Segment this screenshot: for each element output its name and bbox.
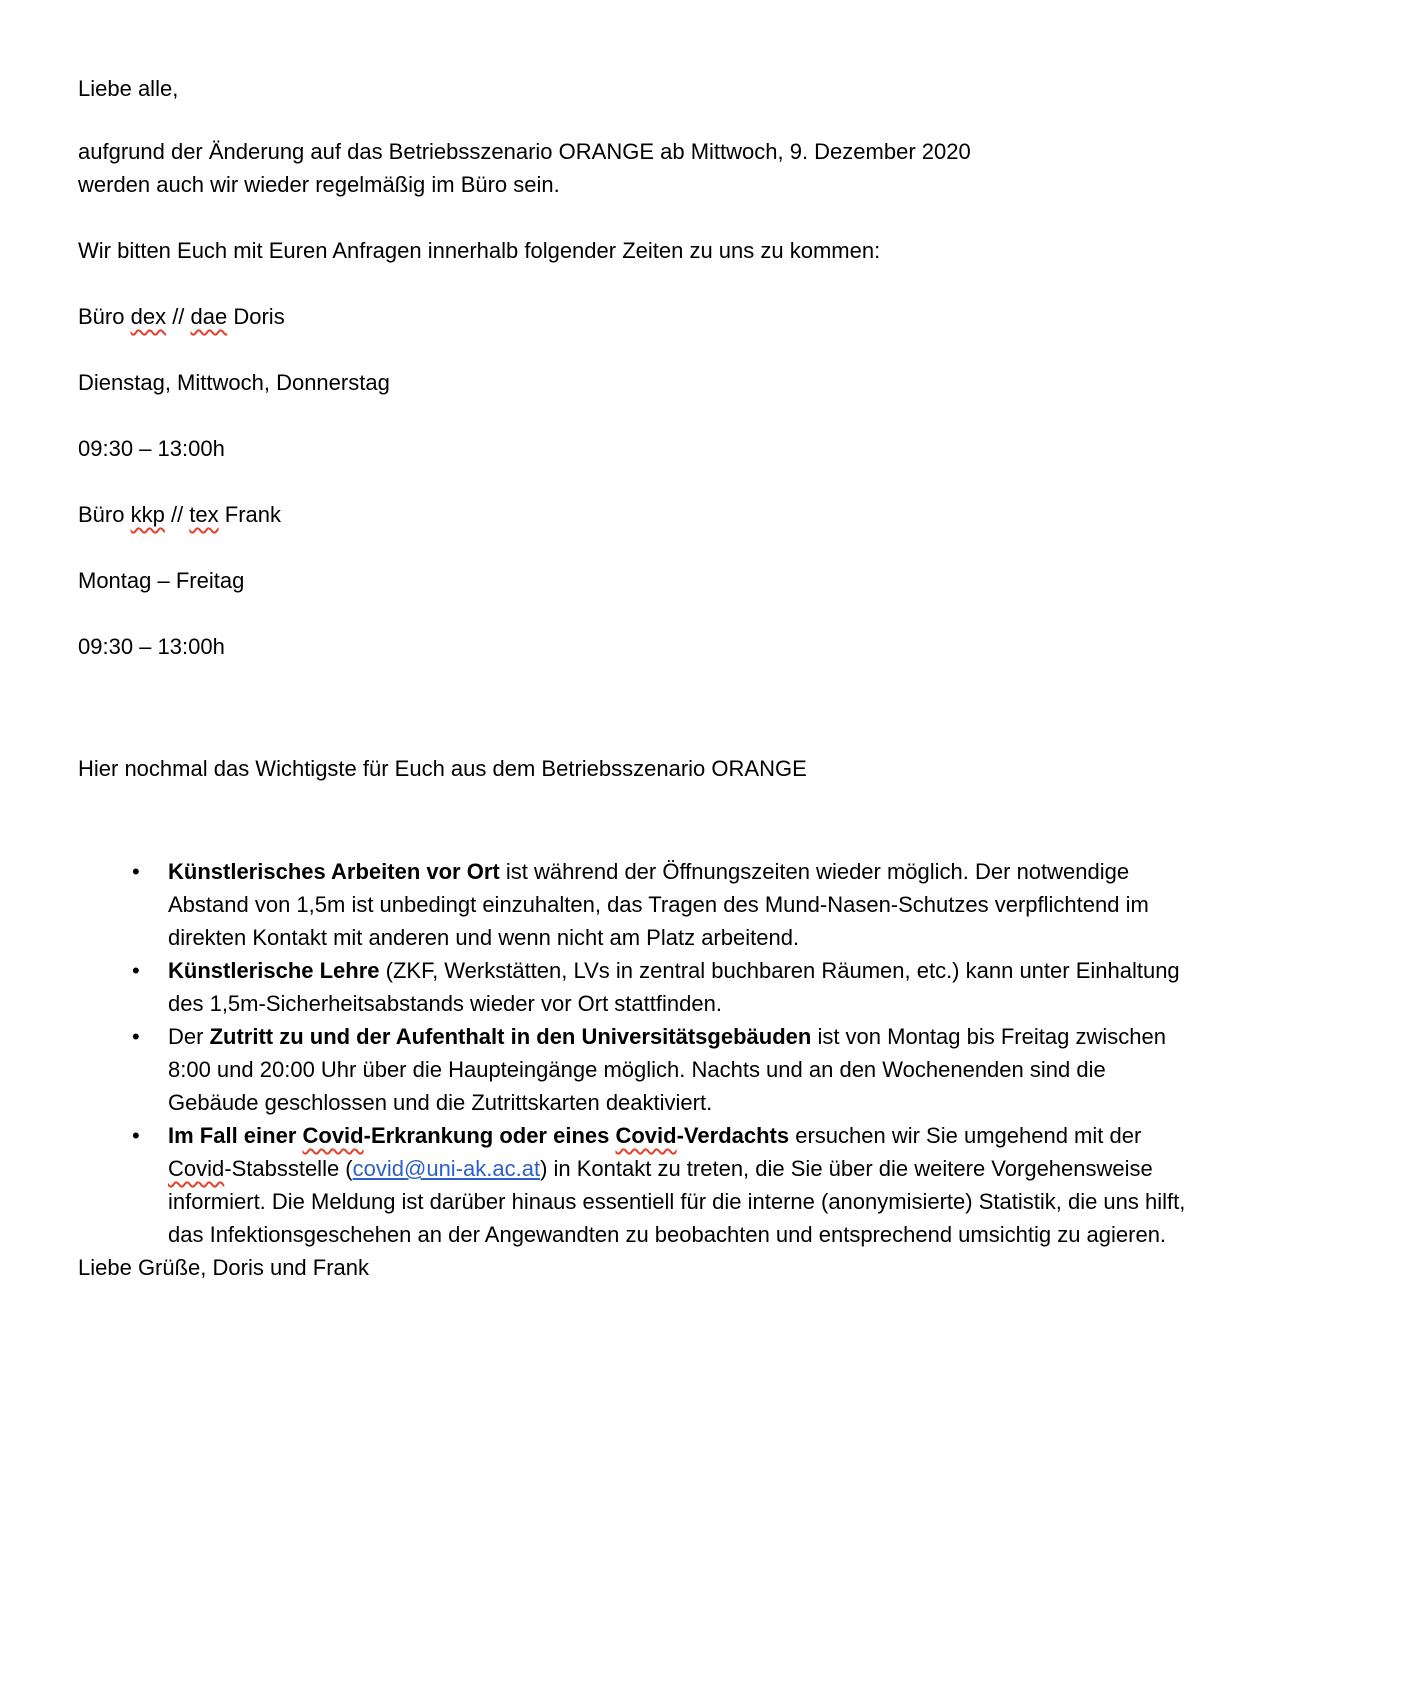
bullet-zutritt <box>78 1020 1374 1119</box>
highlight-heading: Hier nochmal das Wichtigste für Euch aus dem Betriebsszenario ORANGE <box>78 756 807 781</box>
bullet4-line2-after-link: ) in Kontakt zu treten, die Sie über die weitere Vorgehensweise <box>540 1156 1153 1181</box>
intro-line-1: aufgrund der Änderung auf das Betriebsszenario ORANGE ab Mittwoch, 9. Dezember 2020 <box>78 139 971 164</box>
bullet1-line1-rest: ist während der Öffnungszeiten wieder möglich. Der notwendige <box>499 859 1130 884</box>
bullet4-line1-rest: ersuchen wir Sie umgehend mit der <box>789 1123 1142 1148</box>
bullet3-line1-rest: ist von Montag bis Freitag zwischen <box>811 1024 1166 1049</box>
misspelled-word-tex: tex <box>189 502 219 527</box>
bullet-group-3 <box>78 1119 1374 1251</box>
signature: Liebe Grüße, Doris und Frank <box>78 1255 370 1280</box>
office-frank-prefix: Büro <box>78 502 131 527</box>
office-doris-prefix: Büro <box>78 304 131 329</box>
bullet1-line-1 <box>168 855 1374 888</box>
office-frank-separator: // <box>164 502 190 527</box>
bullet1-bold-lead: Künstlerisches Arbeiten vor Ort <box>168 859 500 884</box>
bullet4-line-3: informiert. Die Meldung ist darüber hinaus essentiell für die interne (anonymisierte) Statistik, die uns hilft, <box>168 1189 1186 1214</box>
bullet2-line-2: des 1,5m-Sicherheitsabstands wieder vor Ort stattfinden. <box>168 991 722 1016</box>
bullet-kuenstlerische-lehre <box>78 954 1374 1020</box>
bullet2-line-1 <box>168 954 1374 987</box>
bullet3-line1-start: Der <box>168 1024 210 1049</box>
bullet4-bold-part1: Im Fall einer <box>168 1123 303 1148</box>
bullet-covid-fall <box>78 1119 1374 1251</box>
intro-line-2: werden auch wir wieder regelmäßig im Büro sein. <box>78 172 560 197</box>
bullet1-line-3: direkten Kontakt mit anderen und wenn nicht am Platz arbeitend. <box>168 925 800 950</box>
office-doris-name: Doris <box>227 304 285 329</box>
office-frank-title <box>78 498 1374 531</box>
misspelled-word-kkp: kkp <box>130 502 165 527</box>
bullet1-line-2: Abstand von 1,5m ist unbedingt einzuhalten, das Tragen des Mund-Nasen-Schutzes verpflichtend im <box>168 892 1149 917</box>
office-doris-separator: // <box>166 304 191 329</box>
bullet4-bold-part2: -Erkrankung oder eines <box>363 1123 616 1148</box>
office-doris-title <box>78 300 1374 333</box>
misspelled-word-covid-3: Covid <box>168 1156 225 1181</box>
misspelled-word-dae: dae <box>190 304 228 329</box>
intro-paragraph <box>78 135 1374 201</box>
misspelled-word-covid-2: Covid <box>615 1123 677 1148</box>
bullet3-line-1 <box>168 1020 1374 1053</box>
office-doris-hours: 09:30 – 13:00h <box>78 436 225 461</box>
request-paragraph: Wir bitten Euch mit Euren Anfragen innerhalb folgender Zeiten zu uns zu kommen: <box>78 238 881 263</box>
bullet4-bold-part3: -Verdachts <box>676 1123 790 1148</box>
covid-email-link[interactable]: covid@uni-ak.ac.at <box>352 1156 541 1181</box>
bullet4-line2-before-link: -Stabsstelle ( <box>224 1156 353 1181</box>
office-doris-days: Dienstag, Mittwoch, Donnerstag <box>78 370 390 395</box>
office-frank-name: Frank <box>218 502 282 527</box>
office-frank-days: Montag – Freitag <box>78 568 245 593</box>
bullet-kuenstlerisches-arbeiten <box>78 855 1374 954</box>
bullet3-line-3: Gebäude geschlossen und die Zutrittskarten deaktiviert. <box>168 1090 713 1115</box>
bullet2-line1-rest: (ZKF, Werkstätten, LVs in zentral buchbaren Räumen, etc.) kann unter Einhaltung <box>379 958 1180 983</box>
bullet4-line-2 <box>168 1152 1374 1185</box>
bullet4-line-4: das Infektionsgeschehen an der Angewandten zu beobachten und entsprechend umsichtig zu agieren. <box>168 1222 1167 1247</box>
bullet-group-1 <box>78 855 1374 1020</box>
office-frank-hours: 09:30 – 13:00h <box>78 634 225 659</box>
bullet2-bold-lead: Künstlerische Lehre <box>168 958 380 983</box>
bullet3-line-2: 8:00 und 20:00 Uhr über die Haupteingänge möglich. Nachts und an den Wochenenden sind die <box>168 1057 1106 1082</box>
greeting: Liebe alle, <box>78 76 179 101</box>
bullet3-bold-phrase: Zutritt zu und der Aufenthalt in den Universitätsgebäuden <box>209 1024 812 1049</box>
misspelled-word-dex: dex <box>130 304 167 329</box>
misspelled-word-covid-1: Covid <box>302 1123 364 1148</box>
bullet4-line-1 <box>168 1119 1374 1152</box>
bullet-group-2 <box>78 1020 1374 1119</box>
